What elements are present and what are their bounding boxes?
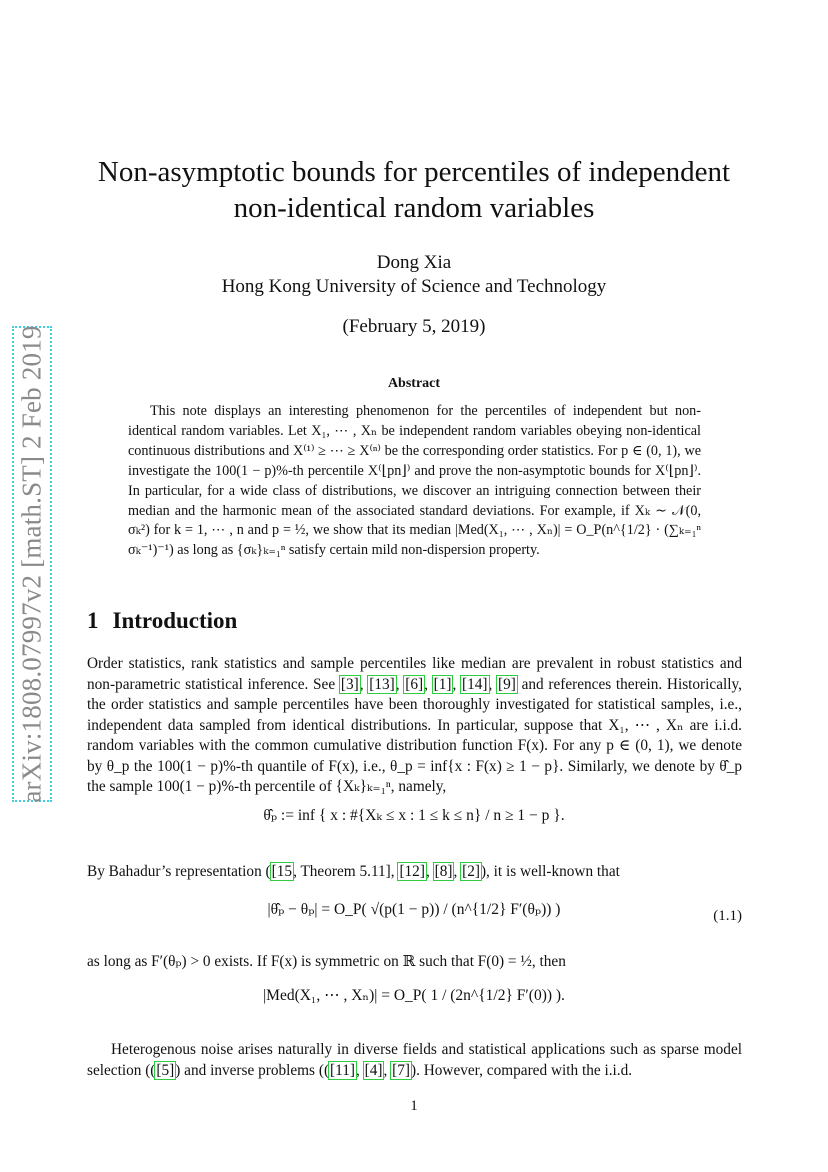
paper-title — [0, 154, 828, 226]
section-title: Introduction — [112, 608, 238, 633]
citation-link[interactable]: [7] — [392, 1061, 410, 1079]
citation-link[interactable]: [11] — [330, 1061, 355, 1079]
paragraph-text: Order statistics, rank statistics and sample percentiles like median are prevalent in robust statistics and non-parametric statistical inference. See — [87, 655, 742, 693]
citation-link[interactable]: [8] — [434, 863, 453, 880]
citation-link[interactable]: [2] — [462, 863, 480, 880]
citation-link[interactable]: [15 — [271, 863, 293, 880]
paragraph-text: ) and inverse problems ( — [175, 1061, 324, 1079]
paragraph-text: ). However, compared with the i.i.d. — [410, 1061, 633, 1079]
paragraph-text: By Bahadur’s representation ( — [87, 863, 271, 880]
title-line-1: Non-asymptotic bounds for percentiles of independent — [97, 156, 731, 188]
section-number: 1 — [87, 608, 99, 633]
paper-date: (February 5, 2019) — [342, 316, 486, 337]
citation-link[interactable]: [1] — [433, 675, 452, 693]
citation-link[interactable]: [6] — [405, 675, 424, 693]
abstract-body: This note displays an interesting phenomenon for the percentiles of independent but non-identical random variables. Let X₁, ⋯ , Xₙ be independent random variables obeying non-identical continuous distributions and X⁽¹⁾ ≥ ⋯ ≥ X⁽ⁿ⁾ be the corresponding order statistics. For p ∈ (0, 1), we investigate the 100(1 − p)%-th percentile X⁽⌊pn⌋⁾ and prove the non-asymptotic bounds for X⁽⌊pn⌋⁾. In particular, for a wide class of distributions, we discover an intriguing connection between their median and the harmonic mean of the associated standard deviations. For example, if Xₖ ∼ 𝒩(0, σₖ²) for k = 1, ⋯ , n and p = ½, we show that its median |Med(X₁, ⋯ , Xₙ)| = O_P(n^{1/2} · (∑ₖ₌₁ⁿ σₖ⁻¹)⁻¹) as long as {σₖ}ₖ₌₁ⁿ satisfy certain mild non-dispersion property. — [128, 403, 701, 559]
abstract-heading: Abstract — [387, 376, 441, 391]
citation-link[interactable]: [4] — [364, 1061, 383, 1079]
arxiv-identifier-stamp[interactable] — [12, 326, 52, 802]
intro-paragraph-3: as long as F′(θₚ) > 0 exists. If F(x) is symmetric on ℝ such that F(0) = ½, then — [87, 953, 566, 970]
equation-number: (1.1) — [713, 908, 742, 924]
equation-bahadur: |θ̂ₚ − θₚ| = O_P( √(p(1 − p)) / (n^{1/2} F′(θₚ)) ) — [267, 901, 561, 918]
intro-paragraph-2: By Bahadur’s representation ([15, Theorem 5.11], [12], [8], [2]), it is well-known that — [87, 863, 620, 880]
title-line-2: non-identical random variables — [233, 192, 595, 224]
citation-link[interactable]: [5] — [156, 1061, 175, 1079]
arxiv-identifier-text: arXiv:1808.07997v2 [math.ST] 2 Feb 2019 — [16, 325, 47, 803]
citation-link[interactable]: [14] — [462, 675, 488, 693]
section-heading — [87, 608, 237, 634]
citation-detail: Theorem 5.11] — [300, 863, 391, 880]
author-name: Dong Xia — [376, 252, 452, 273]
citation-link[interactable]: [13] — [369, 675, 395, 693]
citation-link[interactable]: [9] — [498, 675, 516, 693]
paragraph-text: ), it is well-known that — [480, 863, 620, 880]
page-number: 1 — [410, 1098, 418, 1114]
intro-paragraph-4: Heterogenous noise arises naturally in diverse fields and statistical applications such as sparse model selection (([5]) and inverse problems (([11], [4], [7]). However, compared with the i.i.d. — [87, 1041, 742, 1079]
equation-sample-percentile: θ̂ₚ := inf { x : #{Xₖ ≤ x : 1 ≤ k ≤ n} / n ≥ 1 − p }. — [263, 807, 565, 824]
citation-link[interactable]: [3] — [340, 675, 359, 693]
paragraph-text: Heterogenous noise arises naturally in diverse fields and statistical applications such as sparse model selection ( — [87, 1041, 742, 1079]
author-affiliation: Hong Kong University of Science and Technology — [221, 276, 607, 297]
intro-paragraph-1: Order statistics, rank statistics and sample percentiles like median are prevalent in robust statistics and non-parametric statistical inference. See [3], [13], [6], [1], [14], [9] and references therein. Historically, the order statistics and sample percentiles have been thoroughly investigated for statistical samples, i.e., independent data sampled from identical distributions. In particular, suppose that X₁, ⋯ , Xₙ are i.i.d. random variables with the common cumulative distribution function F(x). For any p ∈ (0, 1), we denote by θ_p the 100(1 − p)%-th quantile of F(x), i.e., θ_p = inf{x : F(x) ≥ 1 − p}. Similarly, we denote by θ̂_p the sample 100(1 − p)%-th percentile of {Xₖ}ₖ₌₁ⁿ, namely, — [87, 655, 742, 795]
paragraph-text: and references therein. Historically, the order statistics and sample percentiles have been thoroughly investigated for statistical samples, i.e., independent data sampled from identical distributions. In particular, suppose that X₁, ⋯ , Xₙ are i.i.d. random variables with the common cumulative distribution function F(x). For any p ∈ (0, 1), we denote by θ_p the 100(1 − p)%-th quantile of F(x), i.e., θ_p = inf{x : F(x) ≥ 1 − p}. Similarly, we denote by θ̂_p the sample 100(1 − p)%-th percentile of {Xₖ}ₖ₌₁ⁿ, namely, — [87, 675, 742, 795]
citation-link[interactable]: [12] — [399, 863, 425, 880]
equation-median: |Med(X₁, ⋯ , Xₙ)| = O_P( 1 / (2n^{1/2} F′(0)) ). — [263, 987, 565, 1004]
